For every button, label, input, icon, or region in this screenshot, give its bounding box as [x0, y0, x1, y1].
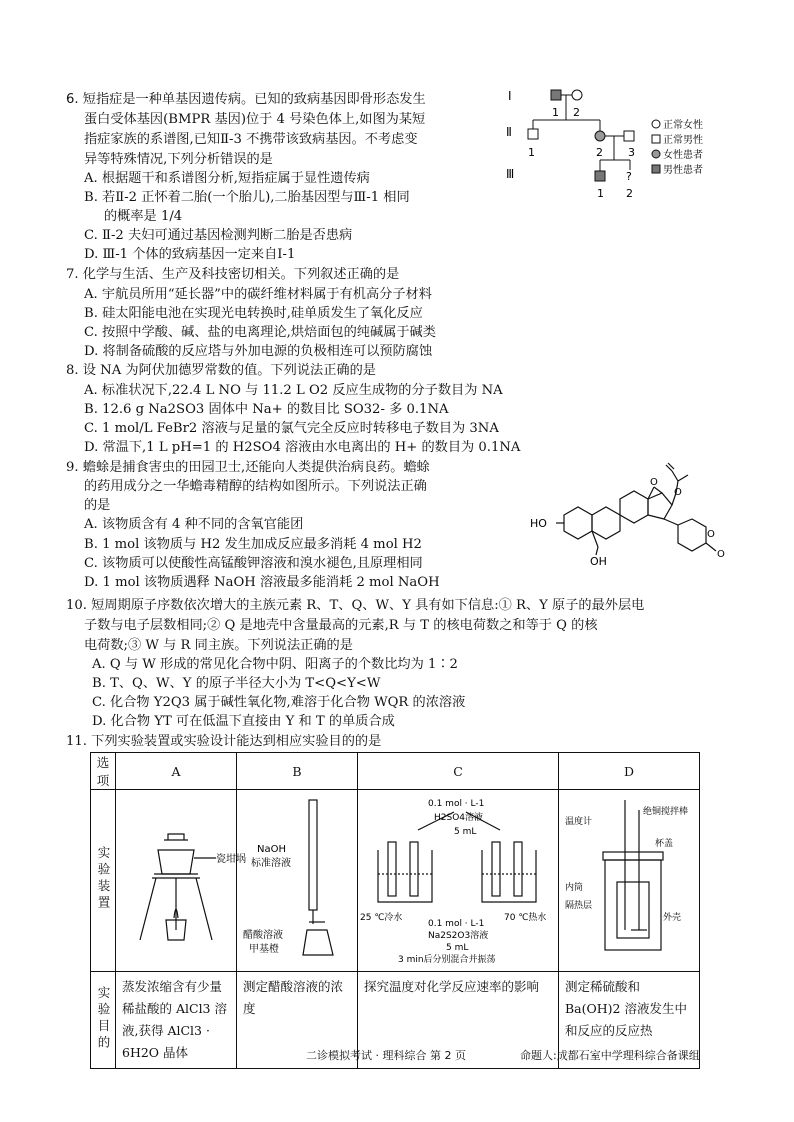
gen-label-2: Ⅱ	[506, 125, 512, 139]
c-label-hot: 70 ℃热水	[504, 913, 547, 923]
d-label-lid: 杯盖	[655, 839, 674, 849]
q11-table	[90, 752, 700, 1069]
pedigree-chart	[500, 86, 740, 206]
q7-stem: 7. 化学与生活、生产及科技密切相关。下列叙述正确的是	[66, 267, 400, 282]
q11-header-b: B	[237, 753, 358, 790]
q8-option-c: C. 1 mol/L FeBr2 溶液与足量的氯气完全反应时转移电子数目为 3NA	[84, 421, 499, 436]
titrant-label-2: 标准溶液	[251, 858, 291, 869]
pedigree-num-II3: 3	[628, 146, 635, 159]
pedigree-num-II2: 2	[596, 146, 603, 159]
q6-line-1: 6. 短指症是一种单基因遗传病。已知的致病基因即骨形态发生	[66, 92, 426, 107]
legend-affected-male-icon	[652, 165, 660, 173]
q9-option-a: A. 该物质含有 4 种不同的含氧官能团	[84, 517, 304, 532]
q10-line-3: 电荷数;③ W 与 R 同主族。下列说法正确的是	[84, 638, 353, 653]
apparatus-b	[237, 790, 358, 972]
q11-header-row	[91, 753, 700, 790]
purpose-a: 蒸发浓缩含有少量稀盐酸的 AlCl3 溶液,获得 AlCl3 · 6H2O 晶体	[116, 972, 237, 1069]
q6-line-3: 指症家族的系谱图,已知Ⅱ-3 不携带该致病基因。不考虑变	[84, 132, 418, 147]
apparatus-c	[358, 790, 559, 972]
q9-option-c: C. 该物质可以使酸性高锰酸钾溶液和溴水褪色,且原理相同	[84, 556, 423, 571]
legend-normal-female: 正常女性	[663, 120, 703, 131]
molecule-label-ho: HO	[530, 517, 547, 530]
q6-line-4: 异等特殊情况,下列分析错误的是	[84, 152, 273, 167]
q11-header-d: D	[559, 753, 700, 790]
q11-stem: 11. 下列实验装置或实验设计能达到相应实验目的的是	[66, 734, 382, 749]
c-label-conc-top: 0.1 mol · L-1	[428, 799, 485, 809]
pedigree-num-I1: 1	[552, 106, 559, 119]
q6-option-c: C. Ⅱ-2 夫妇可通过基因检测判断二胎是否患病	[84, 228, 353, 243]
q11-header-c: C	[358, 753, 559, 790]
q11-row-label-apparatus: 实验装置	[96, 846, 111, 912]
q7-option-b: B. 硅太阳能电池在实现光电转换时,硅单质发生了氧化反应	[84, 306, 423, 321]
purpose-d: 测定稀硫酸和 Ba(OH)2 溶液发生中和反应的反应热	[559, 972, 700, 1069]
pedigree-II3-normal-male	[624, 131, 634, 141]
temperature-rate-diagram	[358, 790, 558, 968]
footer-author: 命题人:成都石室中学理科综合备课组	[520, 1049, 700, 1062]
q8-option-b: B. 12.6 g Na2SO3 固体中 Na+ 的数目比 SO32- 多 0.1NA	[84, 402, 449, 417]
d-label-stirrer: 绝铜搅拌棒	[643, 807, 689, 817]
legend-affected-male: 男性患者	[663, 165, 703, 176]
q10-option-d: D. 化合物 YT 可在低温下直接由 Y 和 T 的单质合成	[92, 714, 395, 729]
d-label-insulation: 隔热层	[565, 901, 593, 911]
legend-affected-female: 女性患者	[663, 150, 703, 161]
molecule-label-oh: OH	[590, 555, 607, 568]
molecule-label-ester-o: O	[674, 487, 682, 498]
analyte-label-2: 甲基橙	[249, 944, 279, 955]
q11-header-option: 选项	[91, 753, 116, 790]
pedigree-III1-affected-male	[595, 171, 605, 181]
q6-option-b-cont: 的概率是 1/4	[104, 209, 183, 224]
apparatus-a	[116, 790, 246, 972]
q10-option-b: B. T、Q、W、Y 的原子半径大小为 T<Q<Y<W	[92, 676, 381, 691]
pedigree-num-III1: 1	[597, 187, 604, 200]
titration-diagram	[237, 790, 357, 968]
footer-page-info: 二诊模拟考试 · 理科综合 第 2 页	[306, 1049, 466, 1062]
legend-normal-female-icon	[652, 120, 660, 128]
d-label-shell: 外壳	[663, 913, 682, 923]
q8-option-a: A. 标准状况下,22.4 L NO 与 11.2 L O2 反应生成物的分子数目为 NA	[84, 383, 503, 398]
q10-option-a: A. Q 与 W 形成的常见化合物中阴、阳离子的个数比均为 1∶2	[92, 657, 458, 672]
q8-stem: 8. 设 NA 为阿伏加德罗常数的值。下列说法正确的是	[66, 363, 376, 378]
crucible-label: 瓷坩埚	[216, 854, 246, 865]
purpose-b: 测定醋酸溶液的浓度	[237, 972, 358, 1069]
q6-option-d: D. Ⅲ-1 个体的致病基因一定来自Ⅰ-1	[84, 247, 296, 262]
pedigree-unknown-mark: ?	[626, 170, 632, 183]
q10-line-2: 子数与电子层数相同;② Q 是地壳中含量最高的元素,R 与 T 的核电荷数之和等于 Q 的核	[84, 618, 598, 633]
pedigree-num-II1: 1	[528, 146, 535, 159]
c-label-na2s2o3: Na2S2O3溶液	[428, 931, 489, 941]
molecule-label-carbonyl-o: O	[717, 549, 725, 560]
q6-option-a: A. 根据题干和系谱图分析,短指症属于显性遗传病	[84, 171, 370, 186]
pedigree-I2-normal-female	[572, 90, 582, 100]
c-label-mix: 3 min后分别混合并振荡	[398, 955, 496, 965]
c-label-h2so4: H2SO4溶液	[434, 813, 484, 823]
pedigree-num-I2: 2	[573, 106, 580, 119]
molecule-label-epoxide-o: O	[650, 477, 658, 488]
pedigree-I1-affected-male	[551, 90, 561, 100]
titrant-label-1: NaOH	[257, 844, 286, 855]
c-label-vol-bottom: 5 mL	[446, 943, 469, 953]
q10-option-c: C. 化合物 Y2Q3 属于碱性氧化物,难溶于化合物 WQR 的浓溶液	[92, 695, 466, 710]
calorimeter-diagram	[559, 790, 699, 968]
q9-option-d: D. 1 mol 该物质遇释 NaOH 溶液最多能消耗 2 mol NaOH	[84, 575, 440, 590]
q6-line-2: 蛋白受体基因(BMPR 基因)位于 4 号染色体上,如图为某短	[84, 112, 426, 127]
d-label-inner: 内筒	[565, 883, 584, 893]
q8-option-d: D. 常温下,1 L pH=1 的 H2SO4 溶液由水电离出的 H+ 的数目为 0.1NA	[84, 440, 521, 455]
pedigree-II1-normal-male	[528, 129, 538, 139]
q11-row-label-purpose: 实验目的	[96, 985, 111, 1052]
pedigree-num-III2: 2	[626, 187, 633, 200]
q9-line-3: 的是	[84, 498, 111, 513]
q10-line-1: 10. 短周期原子序数依次增大的主族元素 R、T、Q、W、Y 具有如下信息:① R、Y 原子的最外层电	[66, 598, 645, 613]
c-label-conc-bottom: 0.1 mol · L-1	[428, 919, 485, 929]
q11-header-a: A	[116, 753, 237, 790]
q6-option-b: B. 若Ⅱ-2 正怀着二胎(一个胎儿),二胎基因型与Ⅲ-1 相同	[84, 190, 410, 205]
q9-option-b: B. 1 mol 该物质与 H2 发生加成反应最多消耗 4 mol H2	[84, 537, 422, 552]
legend-normal-male-icon	[652, 135, 660, 143]
analyte-label-1: 醋酸溶液	[243, 930, 283, 941]
pedigree-II2-affected-female	[595, 131, 605, 141]
legend-normal-male: 正常男性	[663, 135, 703, 146]
c-label-vol-top: 5 mL	[454, 827, 477, 837]
q11-apparatus-row	[91, 790, 700, 972]
q7-option-a: A. 宇航员所用“延长器”中的碳纤维材料属于有机高分子材料	[84, 287, 432, 302]
apparatus-d	[559, 790, 700, 972]
crucible-heating-diagram	[116, 790, 246, 968]
q9-line-1: 9. 蟾蜍是捕食害虫的田园卫士,还能向人类提供治病良药。蟾蜍	[66, 460, 430, 475]
q9-line-2: 的药用成分之一华蟾毒精醇的结构如图所示。下列说法正确	[84, 479, 427, 494]
q7-option-c: C. 按照中学酸、碱、盐的电离理论,烘焙面包的纯碱属于碱类	[84, 325, 436, 340]
q7-option-d: D. 将制备硫酸的反应塔与外加电源的负极相连可以预防腐蚀	[84, 344, 433, 359]
legend-affected-female-icon	[652, 150, 660, 158]
molecule-label-ring-o: O	[707, 529, 715, 540]
gen-label-3: Ⅲ	[506, 167, 515, 181]
d-label-thermometer: 温度计	[565, 817, 593, 827]
gen-label-1: Ⅰ	[508, 89, 512, 103]
molecule-structure	[524, 455, 744, 575]
purpose-c: 探究温度对化学反应速率的影响	[358, 972, 559, 1069]
c-label-cold: 25 ℃冷水	[360, 913, 403, 923]
